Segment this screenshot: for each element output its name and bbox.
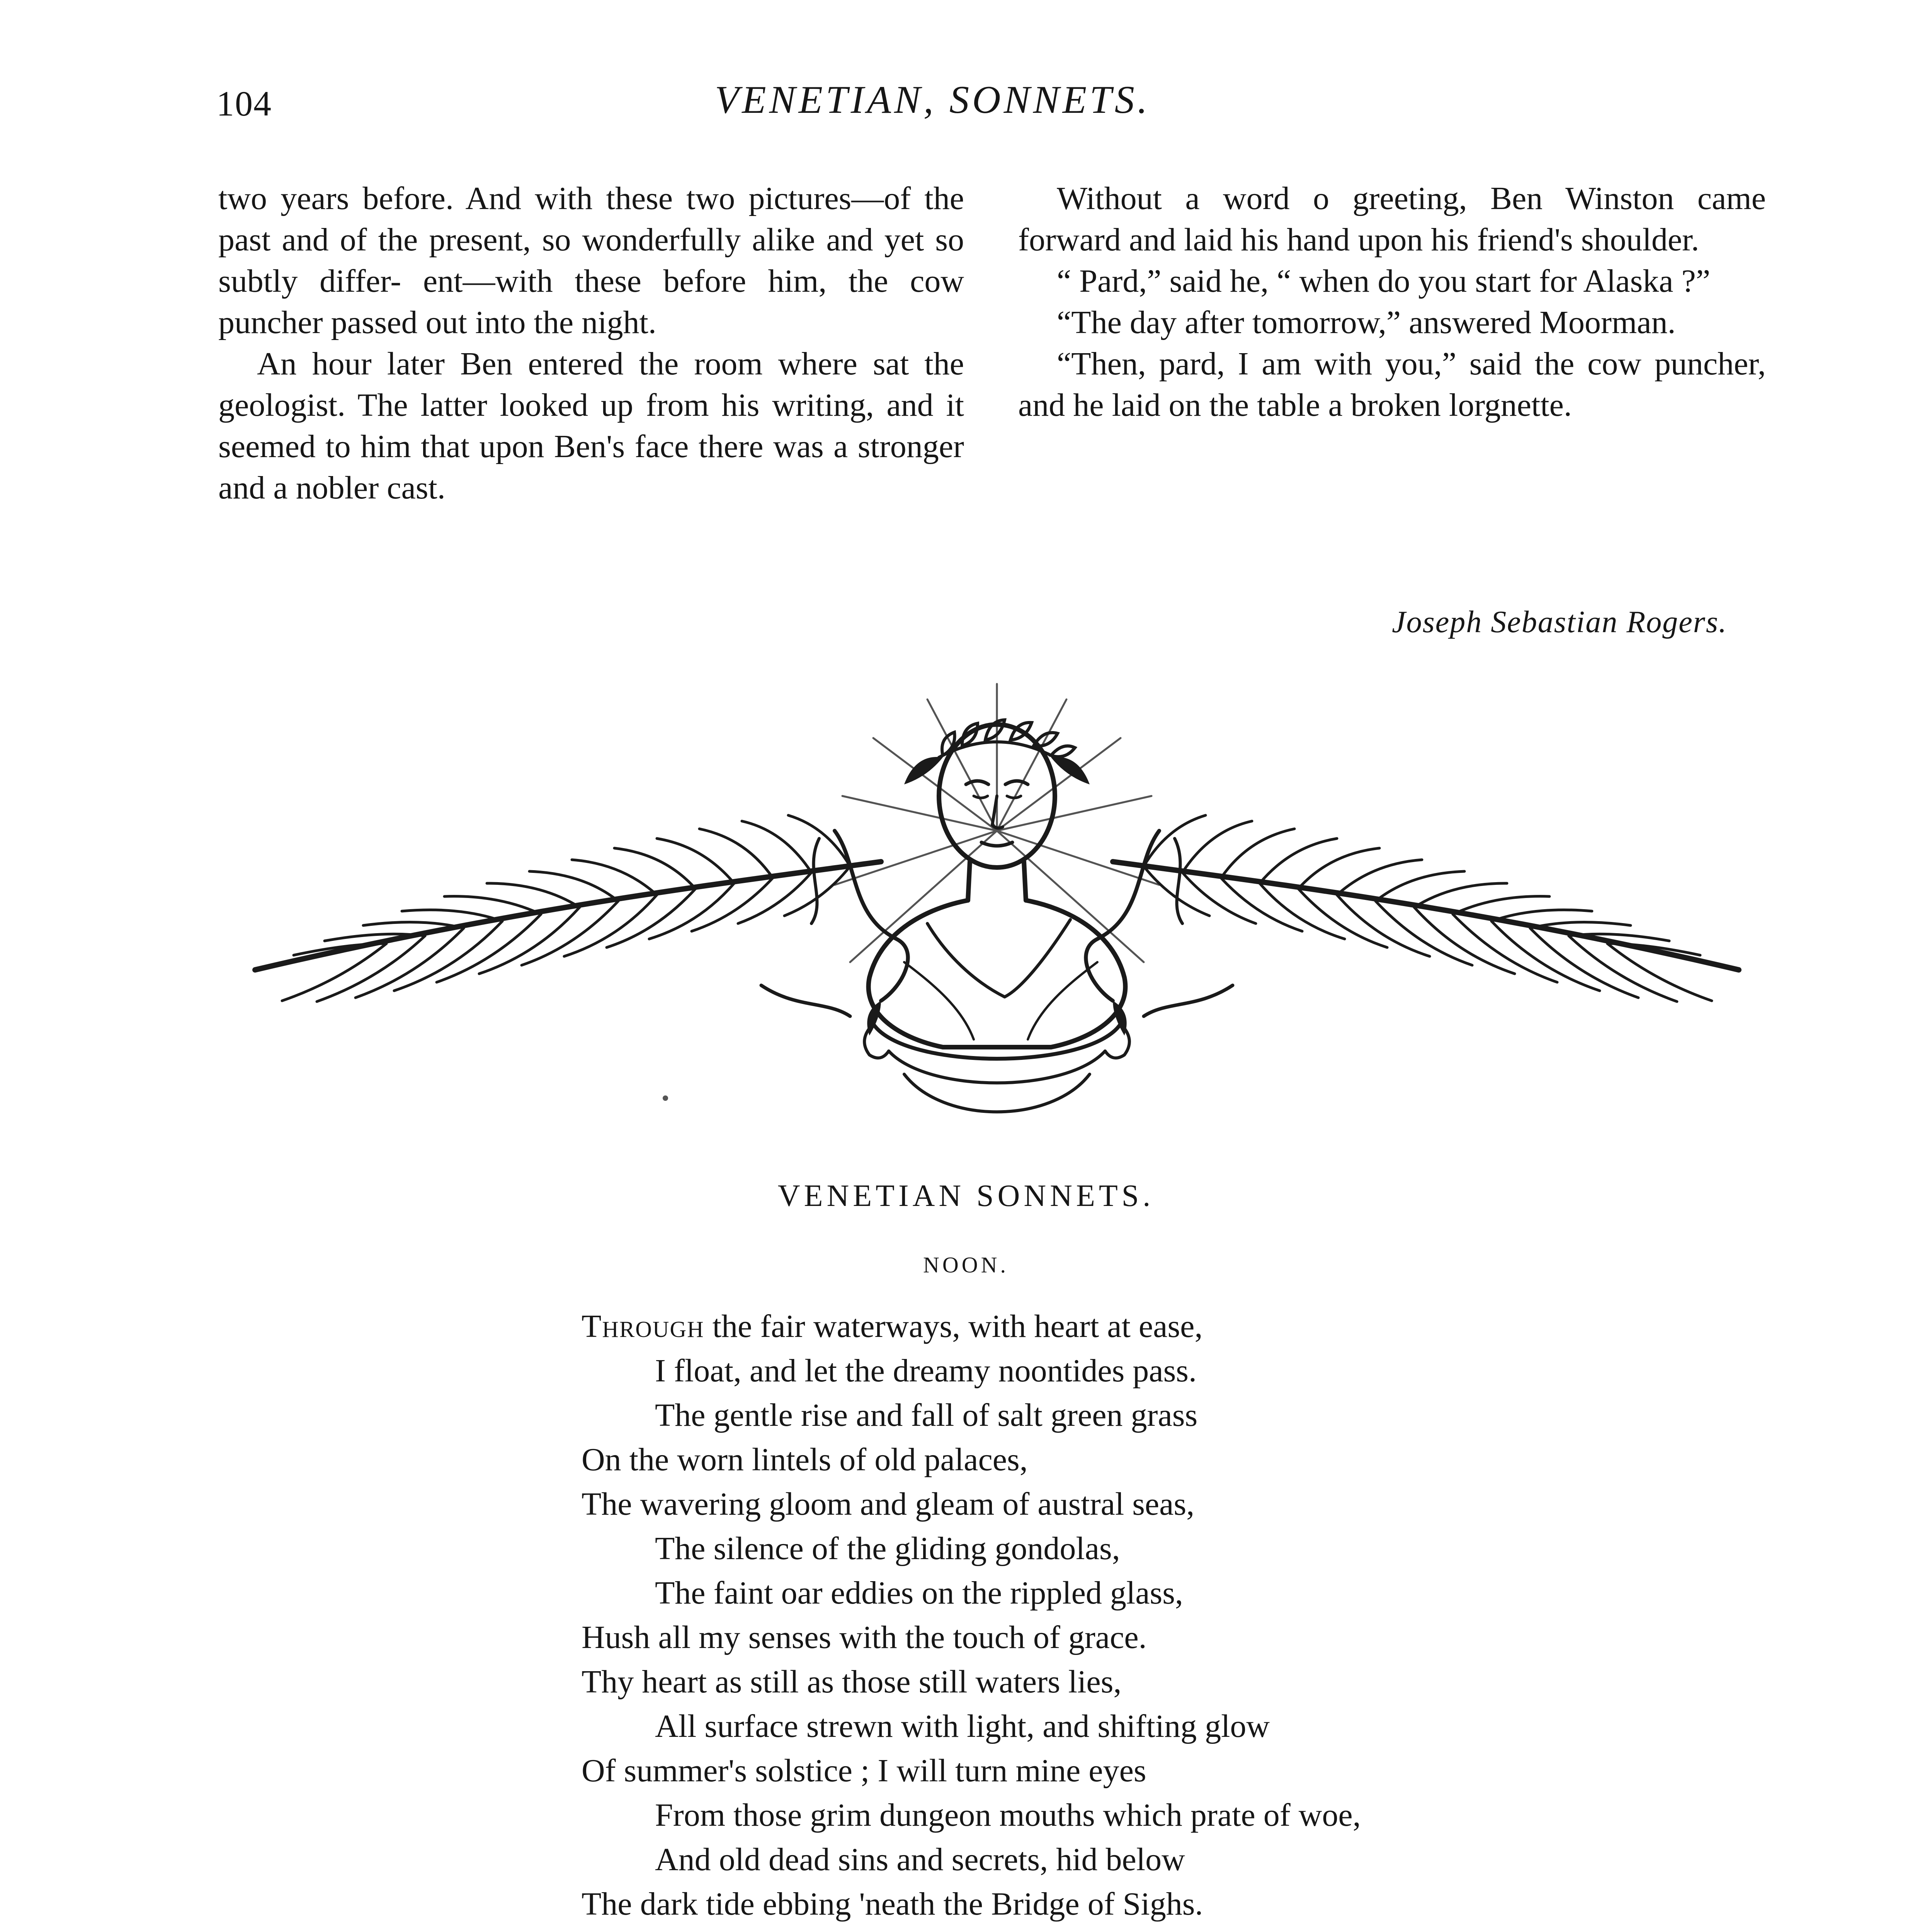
poem-line: The gentle rise and fall of salt green grass	[655, 1397, 1198, 1433]
prose-right-column	[1018, 178, 1766, 426]
poem-line: Hush all my senses with the touch of grace.	[582, 1619, 1147, 1655]
poem-line: The dark tide ebbing 'neath the Bridge of Sighs.	[582, 1886, 1203, 1922]
page-number: 104	[216, 84, 272, 123]
prose-author-signature: Joseph Sebastian Rogers.	[1392, 605, 1727, 639]
poem-line: Thy heart as still as those still waters lies,	[582, 1664, 1122, 1700]
prose-paragraph: “The day after tomorrow,” answered Moorman.	[1057, 304, 1676, 340]
poem-line-text: the fair waterways, with heart at ease,	[704, 1308, 1203, 1344]
poem-line: On the worn lintels of old palaces,	[582, 1442, 1028, 1478]
noon-sonnet	[582, 1304, 1741, 1926]
poem-line: All surface strewn with light, and shifting glow	[655, 1708, 1270, 1744]
prose-paragraph: two years before. And with these two pictures—of the past and of the present, so wonderfully alike and yet so subtly differ- ent—with these before him, the cow puncher passed out into the night.	[218, 180, 964, 340]
running-title: VENETIAN, SONNETS.	[715, 78, 1151, 122]
poem-line: The silence of the gliding gondolas,	[655, 1531, 1120, 1566]
poem-line	[582, 1304, 1741, 1349]
poem-line: And old dead sins and secrets, hid below	[655, 1842, 1185, 1878]
prose-paragraph: “ Pard,” said he, “ when do you start for Alaska ?”	[1057, 263, 1711, 299]
poem-line: The faint oar eddies on the rippled glass,	[655, 1575, 1183, 1611]
noon-heading: NOON.	[923, 1252, 1009, 1277]
dropword: Through	[582, 1308, 704, 1344]
prose-left-column	[218, 178, 964, 509]
prose-paragraph: An hour later Ben entered the room where sat the geologist. The latter looked up from his writing, and it seemed to him that upon Ben's face there was a stronger and a nobler cast.	[218, 346, 964, 506]
poem-line: Of summer's solstice ; I will turn mine eyes	[582, 1753, 1146, 1789]
prose-paragraph: Without a word o greeting, Ben Winston came forward and laid his hand upon his friend's shoulder.	[1018, 180, 1766, 258]
poem-title: VENETIAN SONNETS.	[777, 1179, 1155, 1213]
poem-line: From those grim dungeon mouths which prate of woe,	[655, 1797, 1361, 1833]
print-speck	[663, 1095, 668, 1101]
prose-paragraph: “Then, pard, I am with you,” said the cow puncher, and he laid on the table a broken lorgnette.	[1018, 346, 1766, 423]
poem-line: I float, and let the dreamy noontides pass.	[655, 1353, 1197, 1389]
laurel-bust-ornament	[247, 668, 1747, 1159]
poem-line: The wavering gloom and gleam of austral seas,	[582, 1486, 1195, 1522]
